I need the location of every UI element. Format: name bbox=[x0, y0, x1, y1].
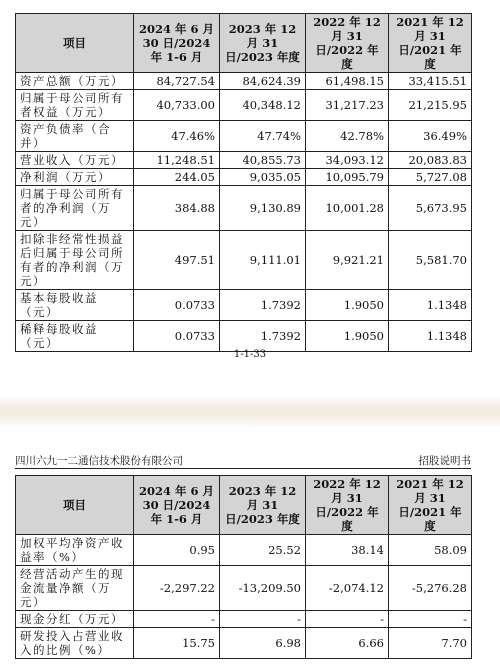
table-row bbox=[16, 535, 472, 566]
column-header-period: 2024 年 6 月 30 日/2024 年 1-6 月 bbox=[134, 476, 220, 535]
row-label: 稀释每股收益（元） bbox=[16, 321, 134, 352]
cell-value: 9,921.21 bbox=[306, 231, 389, 290]
cell-value: 9,130.89 bbox=[220, 186, 306, 231]
column-header-period: 2024 年 6 月 30 日/2024 年 1-6 月 bbox=[134, 14, 220, 73]
row-label: 扣除非经常性损益后归属于母公司所有者的净利润（万元） bbox=[16, 231, 134, 290]
table-row bbox=[16, 90, 472, 121]
header-row bbox=[16, 476, 472, 535]
cell-value: 244.05 bbox=[134, 169, 220, 186]
cell-value: 84,727.54 bbox=[134, 73, 220, 90]
table-row bbox=[16, 290, 472, 321]
table-row bbox=[16, 73, 472, 90]
header-row bbox=[16, 14, 472, 73]
cell-value: 1.1348 bbox=[389, 290, 472, 321]
table-row bbox=[16, 121, 472, 152]
cell-value: 11,248.51 bbox=[134, 152, 220, 169]
cell-value: -2,297.22 bbox=[134, 566, 220, 611]
cell-value: 1.9050 bbox=[306, 321, 389, 352]
cell-value: 36.49% bbox=[389, 121, 472, 152]
cell-value: 0.0733 bbox=[134, 290, 220, 321]
cell-value: 47.46% bbox=[134, 121, 220, 152]
cell-value: 1.9050 bbox=[306, 290, 389, 321]
page-separator bbox=[0, 395, 500, 428]
cell-value: 21,215.95 bbox=[389, 90, 472, 121]
table-row bbox=[16, 169, 472, 186]
row-label: 资产负债率（合并） bbox=[16, 121, 134, 152]
column-header-period: 2021 年 12 月 31 日/2021 年度 bbox=[389, 476, 472, 535]
table-row bbox=[16, 611, 472, 628]
table-header bbox=[16, 14, 472, 73]
row-label: 营业收入（万元） bbox=[16, 152, 134, 169]
column-header-period: 2023 年 12 月 31 日/2023 年度 bbox=[220, 14, 306, 73]
cell-value: 7.70 bbox=[389, 628, 472, 659]
financial-indicators-table-continued bbox=[15, 475, 472, 659]
row-label: 基本每股收益（元） bbox=[16, 290, 134, 321]
column-header-period: 2022 年 12 月 31 日/2022 年度 bbox=[306, 14, 389, 73]
document-type-header: 招股说明书 bbox=[418, 455, 471, 467]
table-body bbox=[16, 73, 472, 352]
cell-value: 384.88 bbox=[134, 186, 220, 231]
cell-value: 9,035.05 bbox=[220, 169, 306, 186]
cell-value: 1.7392 bbox=[220, 321, 306, 352]
cell-value: 47.74% bbox=[220, 121, 306, 152]
table-body bbox=[16, 535, 472, 659]
cell-value: 9,111.01 bbox=[220, 231, 306, 290]
column-header-period: 2021 年 12 月 31 日/2021 年度 bbox=[389, 14, 472, 73]
cell-value: 6.66 bbox=[306, 628, 389, 659]
table-row bbox=[16, 152, 472, 169]
page-number: 1-1-33 bbox=[233, 349, 267, 360]
company-name-header: 四川六九一二通信技术股份有限公司 bbox=[15, 455, 183, 467]
cell-value: 0.0733 bbox=[134, 321, 220, 352]
column-header-item: 项目 bbox=[16, 476, 134, 535]
cell-value: 5,727.08 bbox=[389, 169, 472, 186]
row-label: 加权平均净资产收益率（%） bbox=[16, 535, 134, 566]
cell-value: 20,083.83 bbox=[389, 152, 472, 169]
table-header bbox=[16, 476, 472, 535]
row-label: 资产总额（万元） bbox=[16, 73, 134, 90]
column-header-item: 项目 bbox=[16, 14, 134, 73]
row-label: 现金分红（万元） bbox=[16, 611, 134, 628]
cell-value: 40,733.00 bbox=[134, 90, 220, 121]
cell-value: 31,217.23 bbox=[306, 90, 389, 121]
row-label: 研发投入占营业收入的比例（%） bbox=[16, 628, 134, 659]
cell-value: 15.75 bbox=[134, 628, 220, 659]
column-header-period: 2022 年 12 月 31 日/2022 年度 bbox=[306, 476, 389, 535]
table-row bbox=[16, 628, 472, 659]
row-label: 归属于母公司所有者权益（万元） bbox=[16, 90, 134, 121]
document-page-2 bbox=[0, 428, 500, 665]
cell-value: - bbox=[306, 611, 389, 628]
cell-value: 61,498.15 bbox=[306, 73, 389, 90]
cell-value: 1.1348 bbox=[389, 321, 472, 352]
cell-value: 5,581.70 bbox=[389, 231, 472, 290]
cell-value: 0.95 bbox=[134, 535, 220, 566]
row-label: 净利润（万元） bbox=[16, 169, 134, 186]
cell-value: -5,276.28 bbox=[389, 566, 472, 611]
cell-value: 58.09 bbox=[389, 535, 472, 566]
cell-value: -2,074.12 bbox=[306, 566, 389, 611]
cell-value: 38.14 bbox=[306, 535, 389, 566]
table-row bbox=[16, 231, 472, 290]
cell-value: - bbox=[389, 611, 472, 628]
row-label: 经营活动产生的现金流量净额（万元） bbox=[16, 566, 134, 611]
cell-value: - bbox=[134, 611, 220, 628]
table-row bbox=[16, 186, 472, 231]
cell-value: -13,209.50 bbox=[220, 566, 306, 611]
cell-value: 10,001.28 bbox=[306, 186, 389, 231]
cell-value: 84,624.39 bbox=[220, 73, 306, 90]
cell-value: 1.7392 bbox=[220, 290, 306, 321]
cell-value: 5,673.95 bbox=[389, 186, 472, 231]
header-rule bbox=[15, 468, 471, 469]
cell-value: 33,415.51 bbox=[389, 73, 472, 90]
row-label: 归属于母公司所有者的净利润（万元） bbox=[16, 186, 134, 231]
cell-value: 497.51 bbox=[134, 231, 220, 290]
cell-value: 42.78% bbox=[306, 121, 389, 152]
financial-indicators-table bbox=[15, 13, 472, 352]
cell-value: 6.98 bbox=[220, 628, 306, 659]
column-header-period: 2023 年 12 月 31 日/2023 年度 bbox=[220, 476, 306, 535]
cell-value: 25.52 bbox=[220, 535, 306, 566]
table-row bbox=[16, 321, 472, 352]
cell-value: 40,348.12 bbox=[220, 90, 306, 121]
cell-value: - bbox=[220, 611, 306, 628]
cell-value: 40,855.73 bbox=[220, 152, 306, 169]
table-row bbox=[16, 566, 472, 611]
cell-value: 10,095.79 bbox=[306, 169, 389, 186]
cell-value: 34,093.12 bbox=[306, 152, 389, 169]
